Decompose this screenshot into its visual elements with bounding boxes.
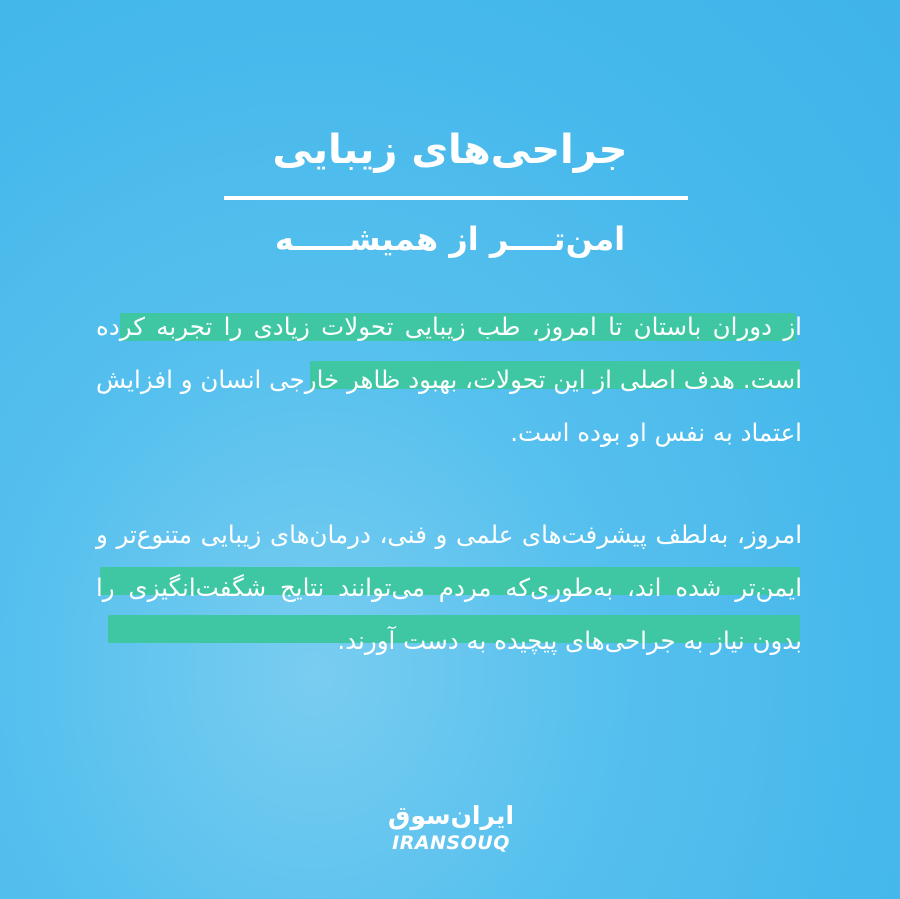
title-divider bbox=[224, 196, 688, 200]
body-paragraph: امروز، به‌لطف پیشرفت‌های علمی و فنی، درمان‌های زیبایی متنوع‌تر و ایمن‌تر شده اند، به‌طوری‌که مردم می‌توانند نتایج شگفت‌انگیزی را بدون نیاز به جراحی‌های پیچیده به دست آورند. bbox=[96, 520, 802, 655]
poster-subtitle: امن‌تــــر از همیشـــــه bbox=[274, 220, 626, 258]
intro-paragraph: از دوران باستان تا امروز، طب زیبایی تحولات زیادی را تجربه کرده است. هدف اصلی از این تحولات، بهبود ظاهر خارجی انسان و افزایش اعتماد به نفس او بوده است. bbox=[96, 312, 802, 447]
poster-title: جراحی‌های زیبایی bbox=[272, 127, 628, 173]
brand-name-persian: ایران‌سوق bbox=[387, 801, 515, 830]
brand-logo bbox=[380, 800, 522, 854]
brand-name-latin: IRANSOUQ bbox=[392, 832, 510, 854]
